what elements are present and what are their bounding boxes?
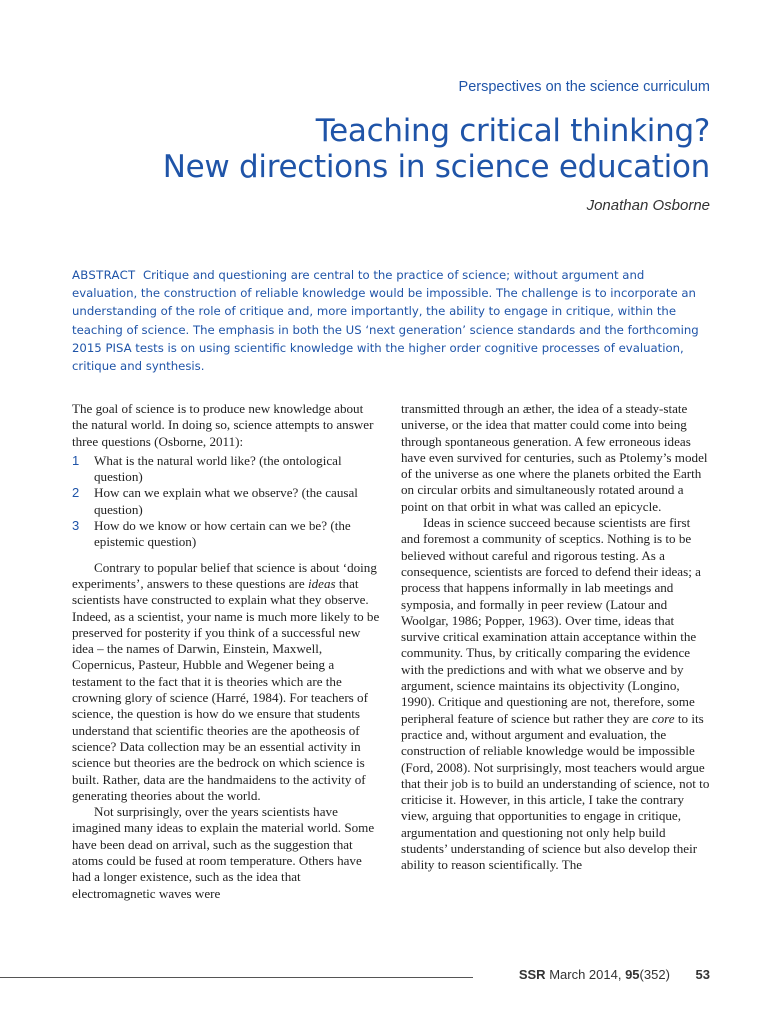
paragraph-text: to its practice and, without argument and evaluation, the construction of reliable knowledge would be impossible (Ford, 2008). Not surprisingly, most teachers would argue that their job is to build an understanding of science, not to criticise it. However, in this article, I take the contrary view, arguing that opportunities to engage in critique, argumentation and questioning not only help build students’ understanding of science but also develop their ability to reason scientifically. The <box>401 710 710 873</box>
body-paragraph: transmitted through an æther, the idea of a steady-state universe, or the idea that matter could come into being through spontaneous generation. A few erroneous ideas have even survived for centuries, such as Ptolemy’s model of the universe as one where the planets orbited the Earth on circular orbits and simultaneously rotated around a point on that orbit in what was called an epicycle. <box>401 401 708 514</box>
page-footer <box>519 967 710 982</box>
list-number: 3 <box>72 518 80 534</box>
emphasis-text: core <box>651 710 675 726</box>
list-text: How do we know or how certain can we be? (the epistemic question) <box>94 518 351 550</box>
abstract-text: Critique and questioning are central to the practice of science; without argument and evaluation, the construction of reliable knowledge would be impossible. The challenge is to incorporate an understanding of the role of critique and, more importantly, the ability to engage in critique, within the teaching of science. The emphasis in both the US ‘next generation’ science standards and the forthcoming 2015 PISA tests is on using scientific knowledge with the higher order cognitive processes of evaluation, critique and synthesis. <box>72 268 699 374</box>
article-title <box>70 113 710 185</box>
body-paragraph <box>401 515 711 874</box>
body-paragraph <box>72 560 382 804</box>
list-item <box>72 485 382 518</box>
list-number: 1 <box>72 452 80 468</box>
left-column <box>72 401 382 902</box>
abstract-label: ABSTRACT <box>72 268 136 282</box>
intro-paragraph: The goal of science is to produce new knowledge about the natural world. In doing so, science attempts to answer three questions (Osborne, 2011): <box>72 401 374 449</box>
list-number: 2 <box>72 485 80 501</box>
page-number: 53 <box>695 967 710 982</box>
question-list <box>72 453 382 551</box>
emphasis-text: ideas <box>307 575 336 591</box>
volume-number: 95 <box>625 967 640 982</box>
title-line-1: Teaching critical thinking? <box>315 113 710 149</box>
author-name: Jonathan Osborne <box>586 197 710 214</box>
list-item <box>72 518 382 551</box>
section-heading: Perspectives on the science curriculum <box>458 79 710 95</box>
body-paragraph: Not surprisingly, over the years scientists have imagined many ideas to explain the material world. Some have been dead on arrival, such as the suggestion that atoms could be fused at room temperature. Others have had a longer existence, such as the idea that electromagnetic waves were <box>72 804 375 901</box>
footer-rule <box>0 977 473 978</box>
paragraph-text: that scientists have constructed to explain what they observe. Indeed, as a scientist, your name is much more likely to be preserved for posterity if you think of a successful new idea – the names of Darwin, Einstein, Maxwell, Copernicus, Pasteur, Hubble and Wegener being a testament to the fact that it is theories which are the crowning glory of science (Harré, 1984). For teachers of science, the question is how do we ensure that students understand that scientific theories are the apotheosis of science? Data collection may be an essential activity in science but theories are the bedrock on which science is built. Rather, data are the handmaidens to the activity of generating theories about the world. <box>72 575 380 803</box>
list-text: What is the natural world like? (the ontological question) <box>94 452 342 485</box>
list-text: How can we explain what we observe? (the causal question) <box>94 485 358 517</box>
issue-number: (352) <box>639 967 670 982</box>
issue-date: March 2014, <box>549 967 622 982</box>
list-item <box>72 453 382 486</box>
paragraph-text: Ideas in science succeed because scientists are first and foremost a community of sceptics. Nothing is to be believed without careful and rigorous testing. As a consequence, scientists are forced to defend their ideas; a process that happens informally in lab meetings and symposia, and formally in peer review (Latour and Woolgar, 1986; Popper, 1963). Over time, ideas that survive critical examination attain acceptance within the community. Thus, by critically comparing the evidence with the predictions and with what we observe and by argument, science maintains its objectivity (Longino, 1990). Critique and questioning are not, therefore, some peripheral feature of science but rather they are <box>401 515 701 726</box>
paragraph-text: Contrary to popular belief that science is about ‘doing experiments’, answers to these questions are <box>72 559 377 591</box>
abstract <box>72 266 712 375</box>
title-line-2: New directions in science education <box>162 149 710 185</box>
right-column <box>401 401 711 874</box>
journal-abbrev: SSR <box>518 967 546 982</box>
